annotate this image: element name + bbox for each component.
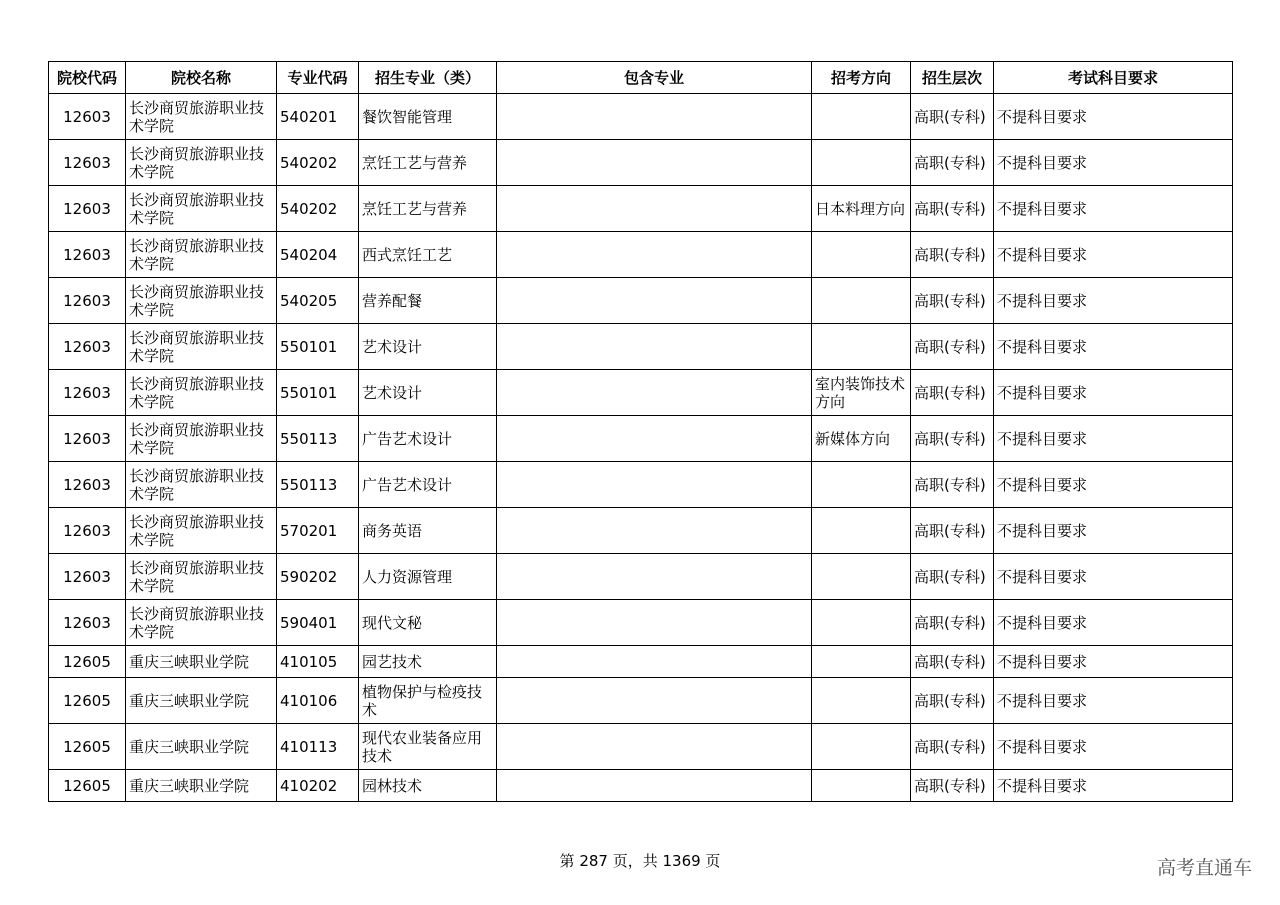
- cell-direction: [812, 554, 911, 600]
- admissions-table: [48, 61, 1233, 802]
- cell-level: 高职(专科): [911, 600, 994, 646]
- cell-school-code: 12605: [49, 770, 126, 802]
- cell-level: 高职(专科): [911, 186, 994, 232]
- cell-included-majors: [497, 462, 812, 508]
- cell-major-code: 410105: [277, 646, 359, 678]
- cell-school-name: 长沙商贸旅游职业技术学院: [126, 600, 277, 646]
- table-row: [49, 278, 1233, 324]
- cell-school-code: 12603: [49, 232, 126, 278]
- cell-major-code: 590401: [277, 600, 359, 646]
- cell-school-code: 12603: [49, 554, 126, 600]
- cell-school-name: 重庆三峡职业学院: [126, 770, 277, 802]
- cell-major-code: 550101: [277, 370, 359, 416]
- table-row: [49, 370, 1233, 416]
- cell-requirement: 不提科目要求: [994, 416, 1233, 462]
- cell-major: 人力资源管理: [359, 554, 497, 600]
- cell-major: 广告艺术设计: [359, 416, 497, 462]
- cell-direction: [812, 94, 911, 140]
- cell-requirement: 不提科目要求: [994, 646, 1233, 678]
- cell-school-name: 长沙商贸旅游职业技术学院: [126, 554, 277, 600]
- cell-school-name: 重庆三峡职业学院: [126, 724, 277, 770]
- header-requirement: 考试科目要求: [994, 62, 1233, 94]
- cell-school-name: 长沙商贸旅游职业技术学院: [126, 140, 277, 186]
- cell-requirement: 不提科目要求: [994, 554, 1233, 600]
- cell-school-name: 重庆三峡职业学院: [126, 678, 277, 724]
- cell-level: 高职(专科): [911, 140, 994, 186]
- cell-included-majors: [497, 324, 812, 370]
- header-included-majors: 包含专业: [497, 62, 812, 94]
- cell-major-code: 550113: [277, 416, 359, 462]
- cell-major: 现代农业装备应用技术: [359, 724, 497, 770]
- cell-requirement: 不提科目要求: [994, 140, 1233, 186]
- table-row: [49, 186, 1233, 232]
- cell-requirement: 不提科目要求: [994, 186, 1233, 232]
- cell-school-code: 12605: [49, 678, 126, 724]
- header-direction: 招考方向: [812, 62, 911, 94]
- cell-direction: [812, 600, 911, 646]
- table-row: [49, 646, 1233, 678]
- cell-major-code: 540201: [277, 94, 359, 140]
- cell-requirement: 不提科目要求: [994, 600, 1233, 646]
- header-level: 招生层次: [911, 62, 994, 94]
- table-row: [49, 600, 1233, 646]
- cell-school-name: 长沙商贸旅游职业技术学院: [126, 416, 277, 462]
- cell-major: 艺术设计: [359, 324, 497, 370]
- cell-major: 艺术设计: [359, 370, 497, 416]
- table-row: [49, 770, 1233, 802]
- cell-level: 高职(专科): [911, 678, 994, 724]
- cell-school-code: 12603: [49, 186, 126, 232]
- table-row: [49, 232, 1233, 278]
- cell-direction: [812, 724, 911, 770]
- cell-level: 高职(专科): [911, 462, 994, 508]
- cell-major: 园林技术: [359, 770, 497, 802]
- cell-direction: [812, 462, 911, 508]
- cell-major-code: 410202: [277, 770, 359, 802]
- cell-major-code: 550101: [277, 324, 359, 370]
- cell-requirement: 不提科目要求: [994, 770, 1233, 802]
- cell-major: 烹饪工艺与营养: [359, 140, 497, 186]
- cell-major: 西式烹饪工艺: [359, 232, 497, 278]
- cell-major-code: 540204: [277, 232, 359, 278]
- cell-school-code: 12603: [49, 324, 126, 370]
- cell-major: 餐饮智能管理: [359, 94, 497, 140]
- cell-requirement: 不提科目要求: [994, 462, 1233, 508]
- cell-school-name: 长沙商贸旅游职业技术学院: [126, 508, 277, 554]
- cell-included-majors: [497, 600, 812, 646]
- header-school-name: 院校名称: [126, 62, 277, 94]
- cell-included-majors: [497, 724, 812, 770]
- cell-level: 高职(专科): [911, 508, 994, 554]
- cell-major-code: 540202: [277, 186, 359, 232]
- cell-school-code: 12603: [49, 370, 126, 416]
- table-row: [49, 508, 1233, 554]
- cell-included-majors: [497, 94, 812, 140]
- cell-requirement: 不提科目要求: [994, 678, 1233, 724]
- table-row: [49, 554, 1233, 600]
- cell-requirement: 不提科目要求: [994, 278, 1233, 324]
- cell-major-code: 590202: [277, 554, 359, 600]
- cell-level: 高职(专科): [911, 646, 994, 678]
- cell-requirement: 不提科目要求: [994, 370, 1233, 416]
- cell-school-code: 12603: [49, 600, 126, 646]
- cell-included-majors: [497, 508, 812, 554]
- table-row: [49, 324, 1233, 370]
- header-major: 招生专业（类）: [359, 62, 497, 94]
- cell-included-majors: [497, 232, 812, 278]
- cell-school-name: 长沙商贸旅游职业技术学院: [126, 94, 277, 140]
- cell-major-code: 540205: [277, 278, 359, 324]
- cell-direction: [812, 278, 911, 324]
- cell-included-majors: [497, 646, 812, 678]
- cell-school-code: 12603: [49, 278, 126, 324]
- cell-school-name: 长沙商贸旅游职业技术学院: [126, 324, 277, 370]
- page-number-footer: 第 287 页，共 1369 页: [559, 852, 721, 870]
- cell-level: 高职(专科): [911, 370, 994, 416]
- cell-requirement: 不提科目要求: [994, 324, 1233, 370]
- cell-school-code: 12603: [49, 416, 126, 462]
- cell-school-code: 12603: [49, 94, 126, 140]
- table-row: [49, 140, 1233, 186]
- cell-level: 高职(专科): [911, 232, 994, 278]
- cell-direction: [812, 508, 911, 554]
- cell-school-name: 长沙商贸旅游职业技术学院: [126, 232, 277, 278]
- cell-major: 现代文秘: [359, 600, 497, 646]
- cell-school-code: 12605: [49, 646, 126, 678]
- cell-major-code: 570201: [277, 508, 359, 554]
- cell-major-code: 550113: [277, 462, 359, 508]
- cell-direction: 新媒体方向: [812, 416, 911, 462]
- table-row: [49, 94, 1233, 140]
- cell-requirement: 不提科目要求: [994, 508, 1233, 554]
- cell-direction: [812, 232, 911, 278]
- cell-included-majors: [497, 278, 812, 324]
- cell-school-name: 长沙商贸旅游职业技术学院: [126, 278, 277, 324]
- cell-included-majors: [497, 370, 812, 416]
- cell-major: 园艺技术: [359, 646, 497, 678]
- watermark: 高考直通车: [1156, 857, 1252, 879]
- cell-major: 植物保护与检疫技术: [359, 678, 497, 724]
- cell-school-name: 重庆三峡职业学院: [126, 646, 277, 678]
- cell-school-code: 12603: [49, 140, 126, 186]
- cell-major-code: 540202: [277, 140, 359, 186]
- cell-direction: [812, 646, 911, 678]
- cell-major: 营养配餐: [359, 278, 497, 324]
- cell-direction: [812, 678, 911, 724]
- cell-included-majors: [497, 554, 812, 600]
- cell-level: 高职(专科): [911, 724, 994, 770]
- cell-direction: [812, 770, 911, 802]
- cell-major-code: 410106: [277, 678, 359, 724]
- table-row: [49, 462, 1233, 508]
- cell-school-code: 12603: [49, 462, 126, 508]
- cell-included-majors: [497, 416, 812, 462]
- cell-direction: [812, 140, 911, 186]
- cell-school-name: 长沙商贸旅游职业技术学院: [126, 462, 277, 508]
- table-row: [49, 724, 1233, 770]
- cell-level: 高职(专科): [911, 554, 994, 600]
- cell-level: 高职(专科): [911, 770, 994, 802]
- table-row: [49, 416, 1233, 462]
- cell-included-majors: [497, 770, 812, 802]
- header-major-code: 专业代码: [277, 62, 359, 94]
- table-header-row: [49, 62, 1233, 94]
- cell-school-code: 12603: [49, 508, 126, 554]
- cell-major-code: 410113: [277, 724, 359, 770]
- cell-level: 高职(专科): [911, 278, 994, 324]
- cell-level: 高职(专科): [911, 94, 994, 140]
- cell-included-majors: [497, 186, 812, 232]
- cell-major: 烹饪工艺与营养: [359, 186, 497, 232]
- cell-included-majors: [497, 678, 812, 724]
- cell-major: 商务英语: [359, 508, 497, 554]
- cell-school-name: 长沙商贸旅游职业技术学院: [126, 370, 277, 416]
- table-row: [49, 678, 1233, 724]
- cell-level: 高职(专科): [911, 416, 994, 462]
- cell-included-majors: [497, 140, 812, 186]
- cell-direction: [812, 324, 911, 370]
- cell-school-code: 12605: [49, 724, 126, 770]
- table-body: [49, 94, 1233, 802]
- header-school-code: 院校代码: [49, 62, 126, 94]
- cell-direction: 日本料理方向: [812, 186, 911, 232]
- cell-major: 广告艺术设计: [359, 462, 497, 508]
- cell-level: 高职(专科): [911, 324, 994, 370]
- cell-requirement: 不提科目要求: [994, 94, 1233, 140]
- cell-direction: 室内装饰技术方向: [812, 370, 911, 416]
- cell-requirement: 不提科目要求: [994, 232, 1233, 278]
- cell-school-name: 长沙商贸旅游职业技术学院: [126, 186, 277, 232]
- cell-requirement: 不提科目要求: [994, 724, 1233, 770]
